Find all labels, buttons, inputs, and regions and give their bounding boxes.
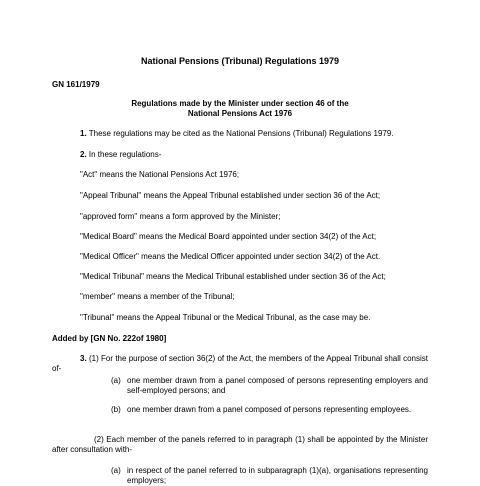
regulation-1-number: 1. — [80, 129, 87, 138]
regulation-3-number: 3. — [80, 354, 87, 363]
regulation-2 — [80, 150, 161, 160]
regulation-1-text: These regulations may be cited as the National Pensions (Tribunal) Regulations 1979. — [88, 129, 394, 138]
regulation-3-paragraph-2: (2) Each member of the panels referred to in paragraph (1) shall be appointed by the Minister after consultation with- — [52, 435, 428, 454]
definition-tribunal: "Tribunal" means the Appeal Tribunal or the Medical Tribunal, as the case may be. — [80, 313, 371, 322]
gn-number: GN 161/1979 — [52, 80, 100, 89]
regulation-3-item-b: one member drawn from a panel composed of persons representing employees. — [127, 405, 412, 414]
regulation-3 — [52, 354, 428, 374]
definition-medical-tribunal: "Medical Tribunal" means the Medical Tribunal established under section 36 of the Act; — [80, 272, 386, 281]
definition-medical-board: "Medical Board" means the Medical Board appointed under section 34(2) of the Act; — [80, 232, 377, 241]
definition-appeal-tribunal: "Appeal Tribunal" means the Appeal Tribunal established under section 36 of the Act; — [80, 191, 381, 200]
definition-approved-form: "approved form" means a form approved by the Minister; — [80, 212, 281, 221]
regulation-3-item-b-label: (b) — [111, 405, 121, 414]
regulation-3-2-item-a-label: (a) — [111, 466, 121, 475]
regulation-2-text: In these regulations- — [88, 150, 162, 159]
regulation-1 — [80, 129, 394, 139]
definition-act: "Act" means the National Pensions Act 1976; — [80, 170, 240, 179]
regulation-2-number: 2. — [80, 150, 87, 159]
regulation-3-text: (1) For the purpose of section 36(2) of the Act, the members of the Appeal Tribunal shall consist of- — [52, 354, 428, 373]
document-title: National Pensions (Tribunal) Regulations 1979 — [140, 56, 340, 66]
heading-line-1: Regulations made by the Minister under section 46 of the — [131, 99, 349, 108]
heading-line-2: National Pensions Act 1976 — [187, 109, 293, 118]
regulation-3-item-a-label: (a) — [111, 376, 121, 385]
regulation-3-item-a: one member drawn from a panel composed of persons representing employers and self-employed persons; and — [127, 376, 428, 395]
definition-medical-officer: "Medical Officer" means the Medical Officer appointed under section 34(2) of the Act. — [80, 252, 381, 261]
added-by-note: Added by [GN No. 222of 1980] — [52, 334, 167, 343]
definition-member: "member" means a member of the Tribunal; — [80, 292, 235, 301]
regulation-3-2-item-a: in respect of the panel referred to in subparagraph (1)(a), organisations representing employers; — [127, 466, 428, 485]
